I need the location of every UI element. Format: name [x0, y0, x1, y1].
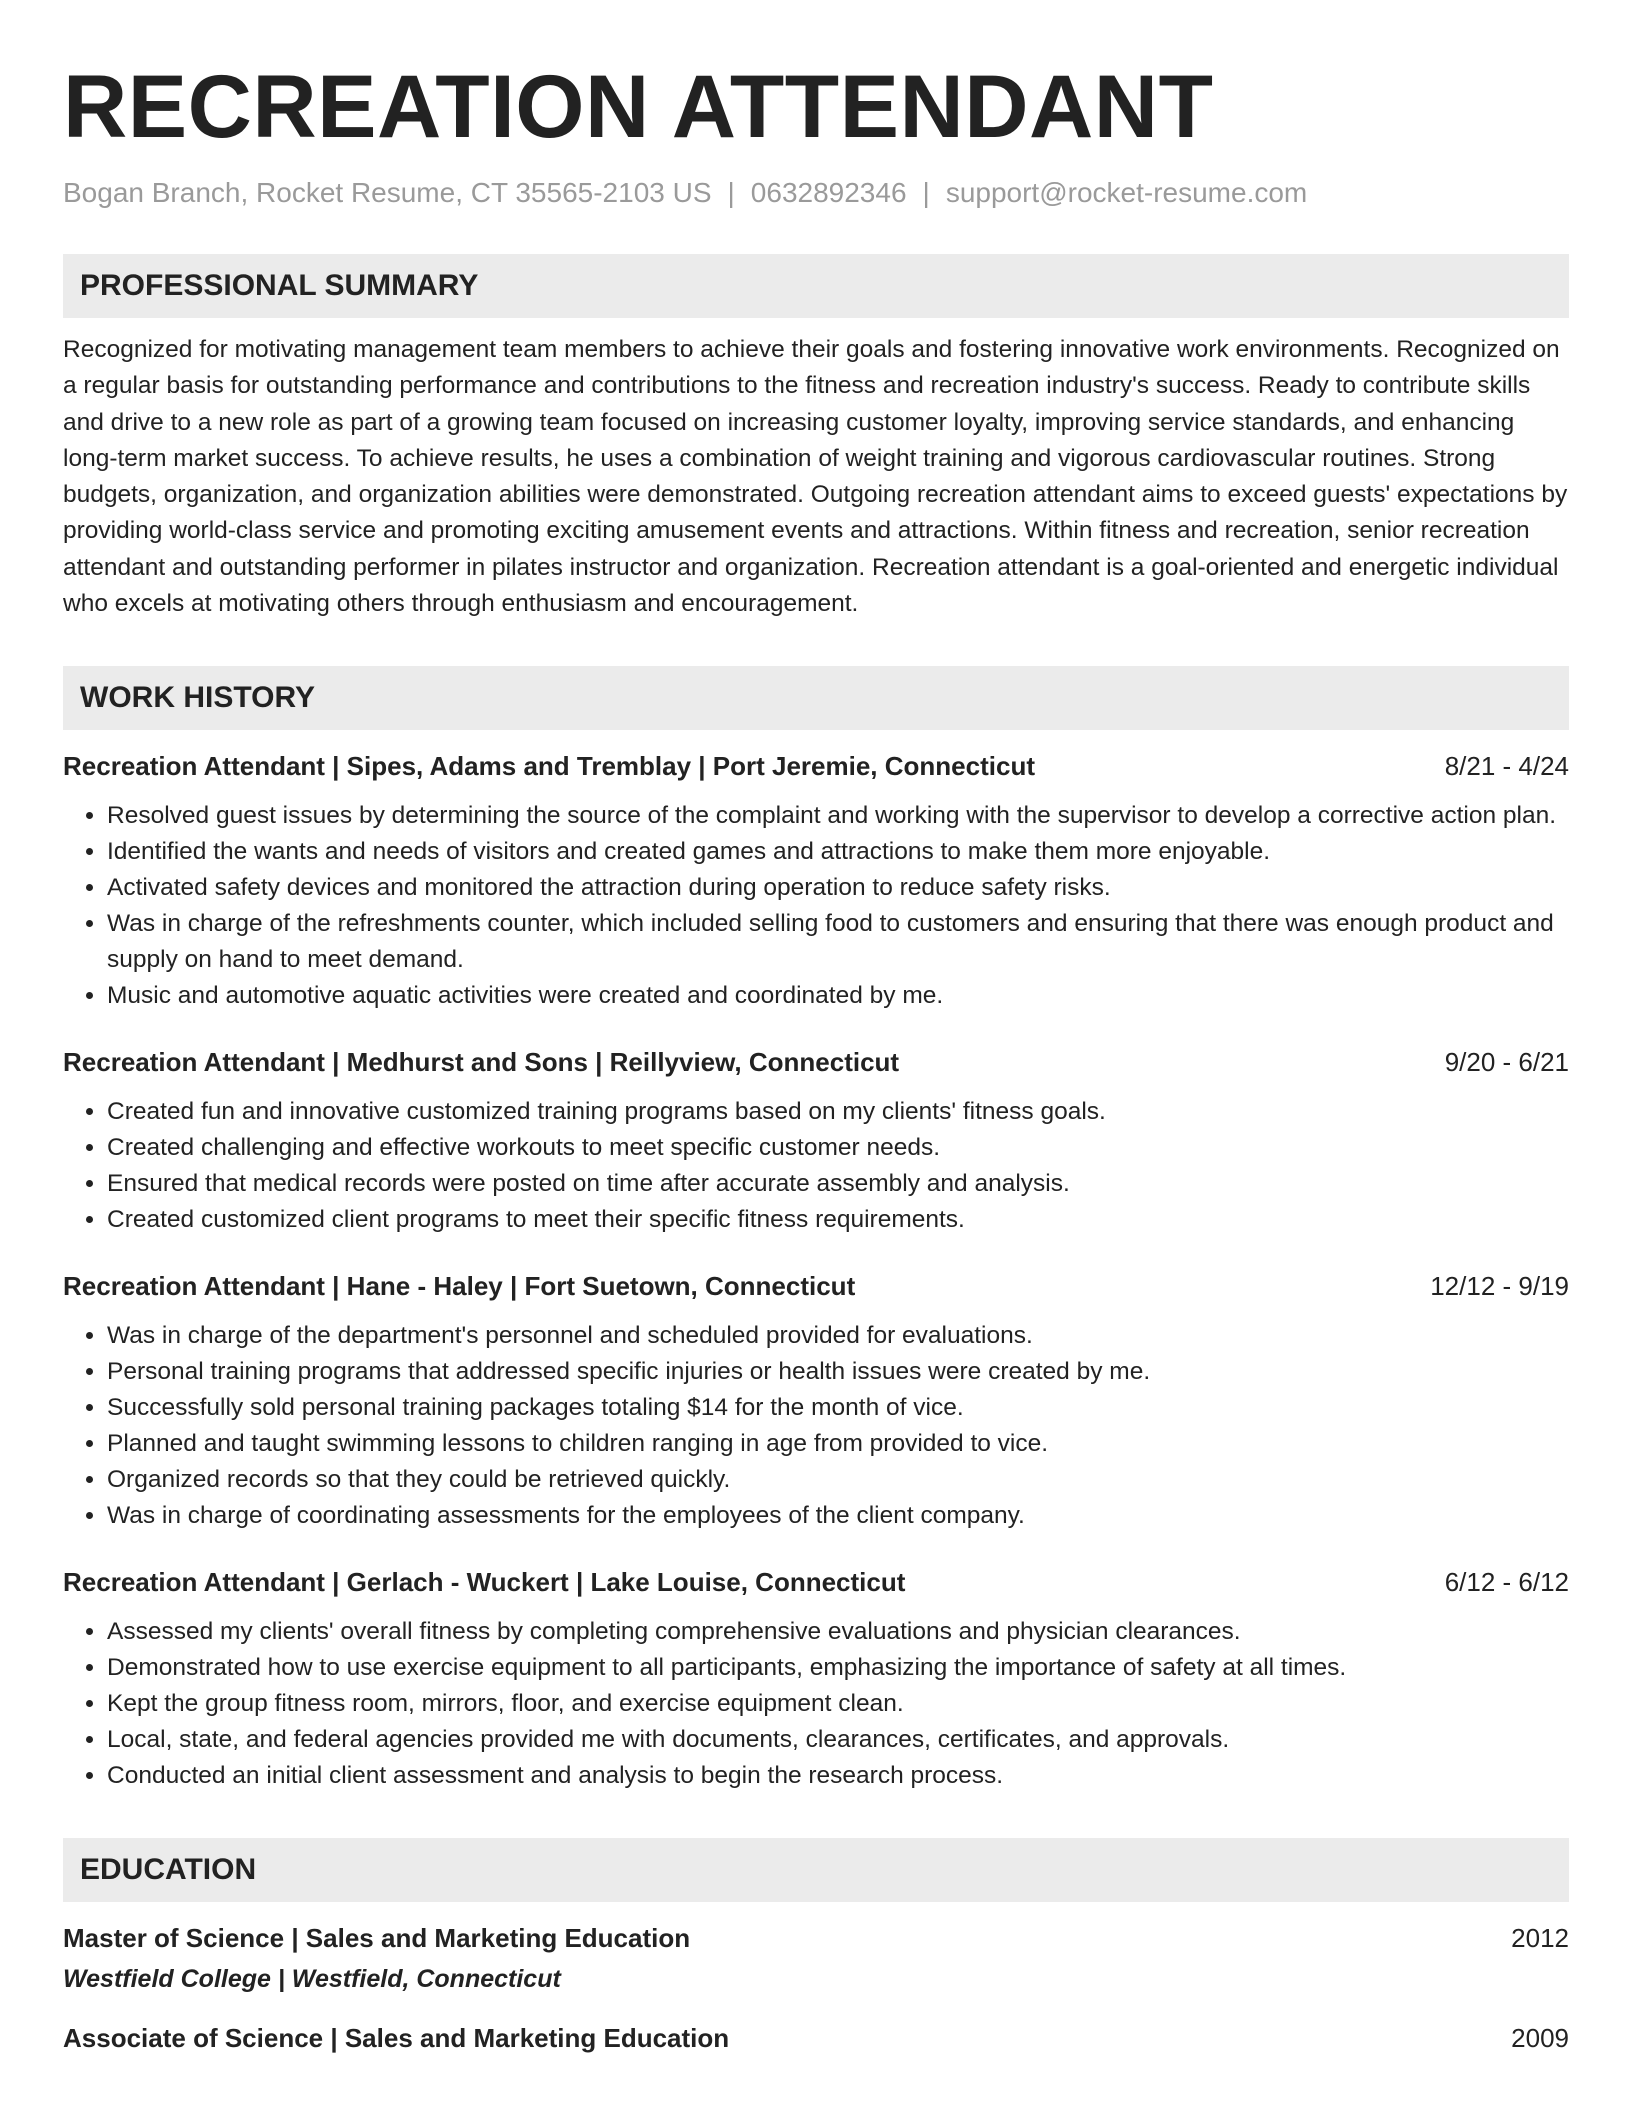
- job-bullet: • Resolved guest issues by determining the source of the complaint and working with the supervisor to develop a corrective action plan.: [107, 798, 1569, 834]
- education-school: Westfield College | Westfield, Connecticut: [63, 1965, 561, 1994]
- job-bullet: • Created challenging and effective workouts to meet specific customer needs.: [107, 1130, 1569, 1166]
- contact-phone: 0632892346: [750, 177, 907, 208]
- job-bullet: • Music and automotive aquatic activities were created and coordinated by me.: [107, 978, 1569, 1014]
- education-entry: [63, 1920, 1569, 1998]
- job-bullet-list: [63, 1094, 1569, 1238]
- job-bullet-list: [63, 1614, 1569, 1794]
- job-bullet: • Was in charge of the department's personnel and scheduled provided for evaluations.: [107, 1318, 1569, 1354]
- education-entry: [63, 2020, 1569, 2056]
- job-bullet: • Demonstrated how to use exercise equipment to all participants, emphasizing the importance of safety at all times.: [107, 1650, 1569, 1686]
- job-list: [63, 748, 1569, 1794]
- job-bullet-list: [63, 1318, 1569, 1534]
- job-bullet: • Was in charge of the refreshments counter, which included selling food to customers and ensuring that there was enough product and supply on hand to meet demand.: [107, 906, 1569, 978]
- education-heading: EDUCATION: [63, 1838, 1569, 1902]
- job-entry: [63, 1268, 1569, 1534]
- education-header: [63, 2020, 1569, 2056]
- job-bullet: • Successfully sold personal training packages totaling $14 for the month of vice.: [107, 1390, 1569, 1426]
- job-bullet: • Identified the wants and needs of visitors and created games and attractions to make them more enjoyable.: [107, 834, 1569, 870]
- contact-separator: |: [727, 177, 735, 208]
- job-bullet-list: [63, 798, 1569, 1014]
- contact-address: Bogan Branch, Rocket Resume, CT 35565-2103 US: [63, 177, 712, 208]
- job-bullet: • Created customized client programs to meet their specific fitness requirements.: [107, 1202, 1569, 1238]
- summary-text: Recognized for motivating management team members to achieve their goals and fostering innovative work environments. Recognized on a regular basis for outstanding performance and contributions to the fitness and recreation industry's success. Ready to contribute skills and drive to a new role as part of a growing team focused on increasing customer loyalty, improving service standards, and enhancing long-term market success. To achieve results, he uses a combination of weight training and vigorous cardiovascular routines. Strong budgets, organization, and organization abilities were demonstrated. Outgoing recreation attendant aims to exceed guests' expectations by providing world-class service and promoting exciting amusement events and attractions. Within fitness and recreation, senior recreation attendant and outstanding performer in pilates instructor and organization. Recreation attendant is a goal-oriented and energetic individual who excels at motivating others through enthusiasm and encouragement.: [63, 336, 1568, 618]
- job-bullet: • Activated safety devices and monitored the attraction during operation to reduce safety risks.: [107, 870, 1569, 906]
- job-header: [63, 1044, 1569, 1080]
- work-history-heading: WORK HISTORY: [63, 666, 1569, 730]
- job-title: Recreation Attendant | Gerlach - Wuckert | Lake Louise, Connecticut: [63, 1567, 906, 1598]
- contact-separator: |: [922, 177, 930, 208]
- job-title: Recreation Attendant | Hane - Haley | Fort Suetown, Connecticut: [63, 1271, 856, 1302]
- job-bullet: • Conducted an initial client assessment and analysis to begin the research process.: [107, 1758, 1569, 1794]
- job-entry: [63, 748, 1569, 1014]
- job-dates: 6/12 - 6/12: [1444, 1567, 1569, 1598]
- education-year: 2009: [1511, 2023, 1569, 2054]
- education-year: 2012: [1511, 1923, 1569, 1954]
- job-title: Recreation Attendant | Sipes, Adams and Tremblay | Port Jeremie, Connecticut: [63, 751, 1035, 782]
- job-bullet: • Ensured that medical records were posted on time after accurate assembly and analysis.: [107, 1166, 1569, 1202]
- education-degree: Associate of Science | Sales and Marketing Education: [63, 2023, 730, 2054]
- job-entry: [63, 1564, 1569, 1794]
- job-dates: 12/12 - 9/19: [1430, 1271, 1569, 1302]
- job-header: [63, 1564, 1569, 1600]
- education-header: [63, 1920, 1569, 1956]
- education-degree: Master of Science | Sales and Marketing Education: [63, 1923, 691, 1954]
- job-dates: 8/21 - 4/24: [1444, 751, 1569, 782]
- job-bullet: • Assessed my clients' overall fitness by completing comprehensive evaluations and physician clearances.: [107, 1614, 1569, 1650]
- job-bullet: • Personal training programs that addressed specific injuries or health issues were created by me.: [107, 1354, 1569, 1390]
- job-bullet: • Created fun and innovative customized training programs based on my clients' fitness goals.: [107, 1094, 1569, 1130]
- job-title: Recreation Attendant | Medhurst and Sons | Reillyview, Connecticut: [63, 1047, 900, 1078]
- job-bullet: • Kept the group fitness room, mirrors, floor, and exercise equipment clean.: [107, 1686, 1569, 1722]
- job-entry: [63, 1044, 1569, 1238]
- summary-heading: PROFESSIONAL SUMMARY: [63, 254, 1569, 318]
- candidate-name: RECREATION ATTENDANT: [63, 56, 1214, 156]
- job-bullet: • Was in charge of coordinating assessments for the employees of the client company.: [107, 1498, 1569, 1534]
- education-list: [63, 1920, 1569, 2056]
- contact-email: support@rocket-resume.com: [945, 177, 1308, 208]
- job-header: [63, 748, 1569, 784]
- job-dates: 9/20 - 6/21: [1444, 1047, 1569, 1078]
- job-bullet: • Local, state, and federal agencies provided me with documents, clearances, certificates, and approvals.: [107, 1722, 1569, 1758]
- job-bullet: • Organized records so that they could be retrieved quickly.: [107, 1462, 1569, 1498]
- contact-line: [63, 176, 1569, 210]
- job-header: [63, 1268, 1569, 1304]
- job-bullet: • Planned and taught swimming lessons to children ranging in age from provided to vice.: [107, 1426, 1569, 1462]
